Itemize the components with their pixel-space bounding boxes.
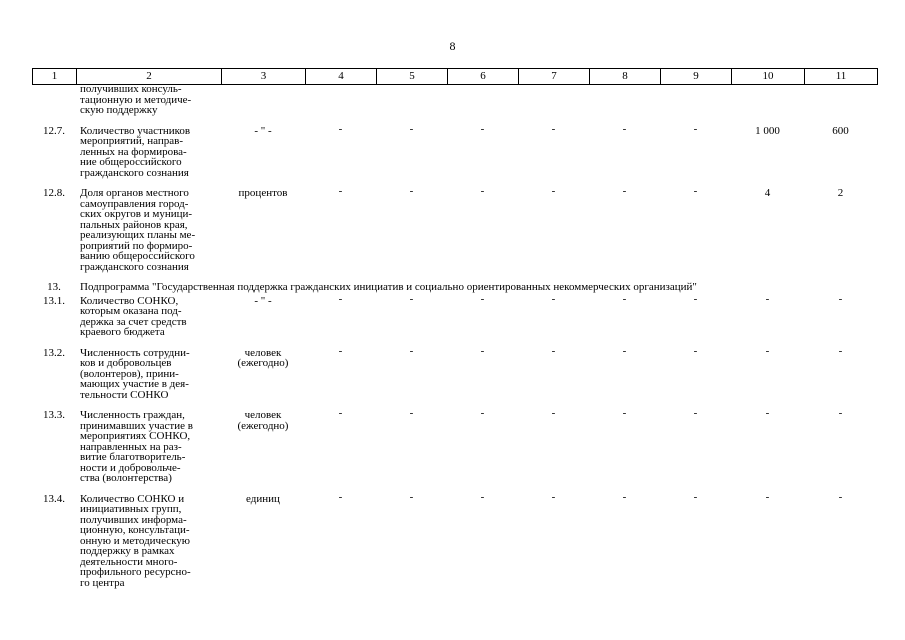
value-cell: - [765, 292, 770, 305]
table-row [32, 126, 877, 179]
value-cell: - [480, 122, 485, 135]
unit-cell: процентов [238, 187, 288, 199]
value-cell: - [693, 122, 698, 135]
table-row [32, 296, 877, 338]
value-cell: - [693, 292, 698, 305]
value-cell: - [693, 407, 698, 419]
continuation-row [32, 84, 877, 116]
col-header-10: 10 [732, 69, 805, 85]
value-cell: - [338, 407, 343, 419]
indicators-table [32, 84, 877, 588]
value-cell: - [409, 185, 414, 197]
table-row [32, 410, 877, 484]
row-number: 12.7. [43, 124, 65, 137]
value-cell: - [409, 490, 414, 503]
value-cell: - [765, 344, 770, 357]
row-number: 13.1. [43, 294, 65, 307]
row-gap [32, 338, 877, 348]
row-number: 13.3. [43, 409, 65, 421]
value-cell: - [480, 344, 485, 357]
indicator-name: Доля органов местного самоуправления город- ских округов и муници- пальных районов края, реализующих планы ме- роприятий по формиро- ванию общероссийского гражданского сознания [80, 187, 196, 273]
indicator-name: Количество участников мероприятий, направ- ленных на формирова- ние общероссийского гражданского сознания [80, 124, 191, 179]
value-cell: - [338, 344, 343, 357]
page-number: 8 [449, 39, 456, 53]
table-row [32, 348, 877, 401]
value-cell: 600 [832, 124, 849, 137]
col-header-11: 11 [805, 69, 878, 85]
value-cell: - [409, 407, 414, 419]
indicator-name: Численность граждан, принимавших участие в мероприятиях СОНКО, направленных на раз- витие благотворитель- ности и добровольче- ства (волонтерства) [80, 409, 193, 484]
subprogram-title: Подпрограмма "Государственная поддержка гражданских инициатив и социально ориентированных некоммерческих организаций" [80, 281, 697, 293]
col-header-5: 5 [377, 69, 448, 85]
value-cell: - [838, 344, 843, 357]
value-cell: - [838, 292, 843, 305]
value-cell: - [480, 185, 485, 197]
value-cell: - [551, 490, 556, 503]
value-cell: - [338, 122, 343, 135]
value-cell: - [551, 122, 556, 135]
col-header-8: 8 [590, 69, 661, 85]
value-cell: - [409, 122, 414, 135]
continuation-text: получивших консуль- тационную и методиче- скую поддержку [80, 83, 192, 116]
value-cell: - [551, 344, 556, 357]
value-cell: - [622, 407, 627, 419]
subprogram-number: 13. [47, 281, 61, 293]
value-cell: - [622, 344, 627, 357]
value-cell: 1 000 [755, 124, 780, 137]
value-cell: - [338, 185, 343, 197]
col-header-7: 7 [519, 69, 590, 85]
unit-cell: человек (ежегодно) [237, 409, 289, 432]
table-row [32, 494, 877, 589]
value-cell: - [765, 407, 770, 419]
value-cell: - [338, 292, 343, 305]
indicator-name: Количество СОНКО и инициативных групп, получивших информа- ционную, консультаци- онную и методическую поддержку в рамках деятельности много- профильного ресурсно- го центра [80, 492, 191, 589]
value-cell: - [765, 490, 770, 503]
col-header-9: 9 [661, 69, 732, 85]
value-cell: - [838, 407, 843, 419]
unit-cell: человек (ежегодно) [237, 346, 289, 369]
value-cell: - [838, 490, 843, 503]
value-cell: - [480, 292, 485, 305]
indicator-name: Численность сотрудни- ков и добровольцев (волонтеров), прини- мающих участие в дея- тельности СОНКО [80, 346, 190, 401]
value-cell: 2 [837, 187, 844, 199]
col-header-6: 6 [448, 69, 519, 85]
value-cell: - [338, 490, 343, 503]
value-cell: - [551, 185, 556, 197]
value-cell: - [480, 407, 485, 419]
row-gap [32, 116, 877, 126]
indicator-name: Количество СОНКО, которым оказана под- держка за счет средств краевого бюджета [80, 294, 187, 338]
value-cell: - [409, 292, 414, 305]
unit-cell: единиц [246, 492, 280, 505]
value-cell: - [622, 122, 627, 135]
row-gap [32, 484, 877, 494]
value-cell: - [551, 407, 556, 419]
value-cell: - [693, 185, 698, 197]
value-cell: - [622, 292, 627, 305]
value-cell: - [480, 490, 485, 503]
value-cell: - [622, 490, 627, 503]
row-number: 13.2. [43, 346, 65, 359]
value-cell: - [551, 292, 556, 305]
row-number: 12.8. [43, 187, 65, 199]
col-header-3: 3 [222, 69, 306, 85]
table-row [32, 188, 877, 272]
value-cell: - [409, 344, 414, 357]
value-cell: - [622, 185, 627, 197]
value-cell: - [693, 344, 698, 357]
col-header-1: 1 [33, 69, 77, 85]
row-number: 13.4. [43, 492, 65, 505]
value-cell: - [693, 490, 698, 503]
subprogram-row [32, 282, 877, 293]
value-cell: 4 [764, 187, 771, 199]
col-header-4: 4 [306, 69, 377, 85]
unit-cell: - " - [254, 124, 272, 137]
col-header-2: 2 [77, 69, 222, 85]
unit-cell: - " - [254, 294, 272, 307]
